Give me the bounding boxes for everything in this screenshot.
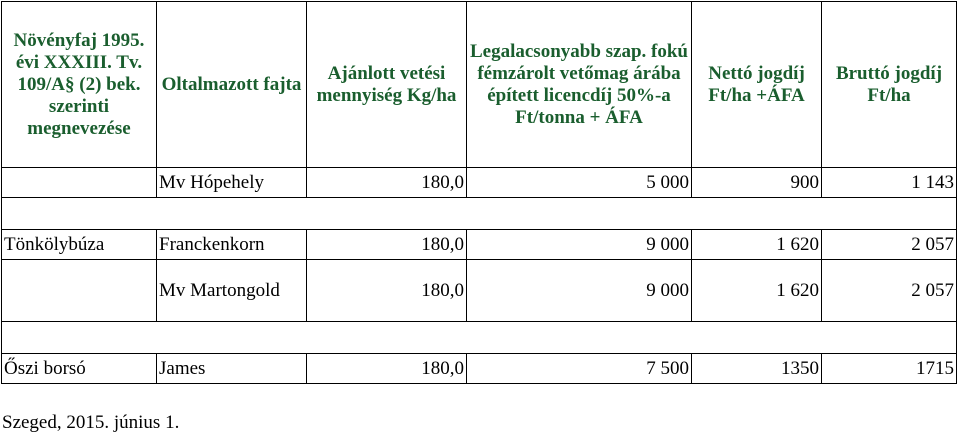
cell-net: 1350 [692, 354, 822, 384]
footer-date: Szeged, 2015. június 1. [2, 412, 180, 433]
cell-quantity: 180,0 [307, 260, 467, 322]
header-net: Nettó jogdíj Ft/ha +ÁFA [692, 2, 822, 168]
header-licence: Legalacsonyabb szap. fokú fémzárolt vetőmag árába épített licencdíj 50%-a Ft/tonna + ÁFA [467, 2, 692, 168]
cell-variety: Franckenkorn [157, 230, 307, 260]
table-header-row [2, 2, 957, 168]
cell-licence: 9 000 [467, 230, 692, 260]
cell-gross: 1 143 [822, 168, 957, 198]
royalty-table [1, 1, 957, 384]
cell-licence: 5 000 [467, 168, 692, 198]
header-variety: Oltalmazott fajta [157, 2, 307, 168]
cell-variety: James [157, 354, 307, 384]
cell-species: Őszi borsó [2, 354, 157, 384]
table-row [2, 168, 957, 198]
header-species: Növényfaj 1995. évi XXXIII. Tv. 109/A§ (2) bek. szerinti megnevezése [2, 2, 157, 168]
cell-gross: 2 057 [822, 230, 957, 260]
cell-gross: 2 057 [822, 260, 957, 322]
cell-quantity: 180,0 [307, 230, 467, 260]
cell-gross: 1715 [822, 354, 957, 384]
header-quantity: Ajánlott vetési mennyiség Kg/ha [307, 2, 467, 168]
table-row [2, 260, 957, 322]
table-spacer-row [2, 322, 957, 354]
cell-variety: Mv Martongold [157, 260, 307, 322]
table-row [2, 230, 957, 260]
cell-quantity: 180,0 [307, 168, 467, 198]
cell-species [2, 260, 157, 322]
header-gross: Bruttó jogdíj Ft/ha [822, 2, 957, 168]
cell-species: Tönkölybúza [2, 230, 157, 260]
cell-licence: 7 500 [467, 354, 692, 384]
cell-variety: Mv Hópehely [157, 168, 307, 198]
cell-net: 1 620 [692, 260, 822, 322]
cell-net: 1 620 [692, 230, 822, 260]
empty-cell [2, 322, 957, 354]
cell-species [2, 168, 157, 198]
empty-cell [2, 198, 957, 230]
table-spacer-row [2, 198, 957, 230]
cell-quantity: 180,0 [307, 354, 467, 384]
table-row [2, 354, 957, 384]
cell-net: 900 [692, 168, 822, 198]
cell-licence: 9 000 [467, 260, 692, 322]
